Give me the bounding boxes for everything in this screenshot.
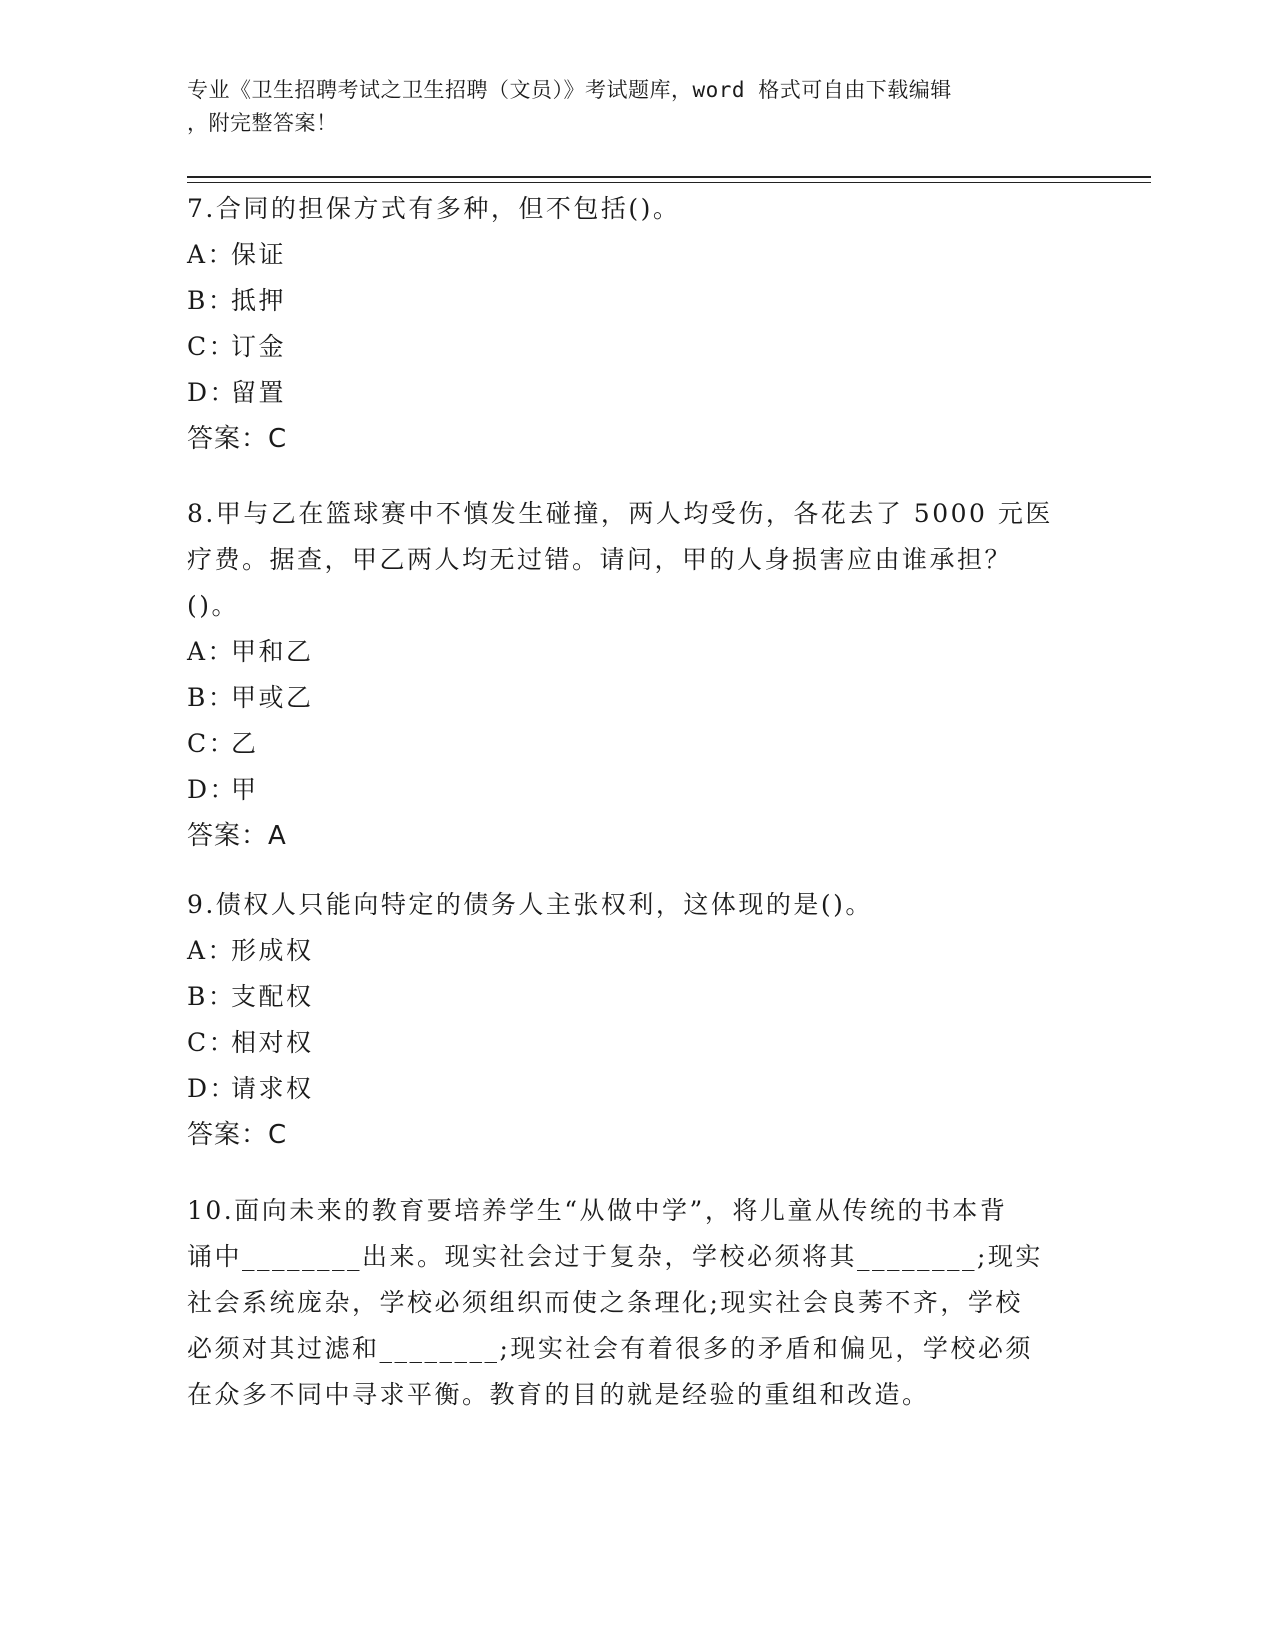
option-a <box>187 928 1087 974</box>
answer-label: 答案：C <box>187 424 288 454</box>
option-text: 相对权 <box>231 1028 314 1057</box>
header-line-1: 专业《卫生招聘考试之卫生招聘（文员）》考试题库，word 格式可自由下载编辑 <box>187 78 952 102</box>
option-text: 甲和乙 <box>231 637 314 666</box>
option-text: 请求权 <box>231 1074 314 1103</box>
document-header <box>187 74 1067 140</box>
question-7 <box>187 186 1087 462</box>
option-text: 形成权 <box>231 936 314 965</box>
option-text: 乙 <box>231 729 259 758</box>
option-letter: B： <box>187 982 236 1011</box>
option-text: 抵押 <box>231 286 287 315</box>
option-letter: A： <box>187 240 236 269</box>
question-10 <box>187 1188 1087 1418</box>
option-b <box>187 974 1087 1020</box>
option-letter: B： <box>187 286 236 315</box>
option-b <box>187 278 1087 324</box>
question-text: 7.合同的担保方式有多种，但不包括()。 <box>187 194 681 223</box>
option-a <box>187 629 1087 675</box>
option-text: 甲 <box>231 775 259 804</box>
option-c <box>187 1020 1087 1066</box>
option-b <box>187 675 1087 721</box>
option-c <box>187 324 1087 370</box>
question-text: 10.面向未来的教育要培养学生“从做中学”，将儿童从传统的书本背 诵中________出来。现实社会过于复杂，学校必须将其________;现实 社会系统庞杂，学校必须组织而使之条理化;现实社会良莠不齐，学校 必须对其过滤和________;现实社会有着很多的矛盾和偏见，学校必须 在众多不同中寻求平衡。教育的目的就是经验的重组和改造。 <box>187 1196 1043 1409</box>
option-a <box>187 232 1087 278</box>
option-letter: D： <box>187 378 238 407</box>
option-letter: A： <box>187 637 236 666</box>
option-letter: A： <box>187 936 236 965</box>
option-letter: C： <box>187 1028 237 1057</box>
header-divider-thick <box>187 176 1151 178</box>
option-letter: C： <box>187 332 237 361</box>
question-8 <box>187 491 1087 859</box>
option-letter: D： <box>187 775 238 804</box>
option-text: 甲或乙 <box>231 683 314 712</box>
answer-label: 答案：C <box>187 1120 288 1150</box>
option-letter: C： <box>187 729 237 758</box>
question-text: 8.甲与乙在篮球赛中不慎发生碰撞，两人均受伤，各花去了 5000 元医 疗费。据查，甲乙两人均无过错。请问，甲的人身损害应由谁承担？ ()。 <box>187 499 1053 620</box>
header-line-2: ，附完整答案！ <box>187 111 338 135</box>
option-d <box>187 370 1087 416</box>
option-letter: D： <box>187 1074 238 1103</box>
option-d <box>187 767 1087 813</box>
option-text: 订金 <box>231 332 287 361</box>
header-divider-thin <box>187 182 1151 183</box>
option-text: 保证 <box>231 240 287 269</box>
option-c <box>187 721 1087 767</box>
question-9 <box>187 882 1087 1158</box>
option-text: 留置 <box>231 378 287 407</box>
option-text: 支配权 <box>231 982 314 1011</box>
question-text: 9.债权人只能向特定的债务人主张权利，这体现的是()。 <box>187 890 873 919</box>
option-letter: B： <box>187 683 236 712</box>
option-d <box>187 1066 1087 1112</box>
answer-label: 答案：A <box>187 821 287 851</box>
